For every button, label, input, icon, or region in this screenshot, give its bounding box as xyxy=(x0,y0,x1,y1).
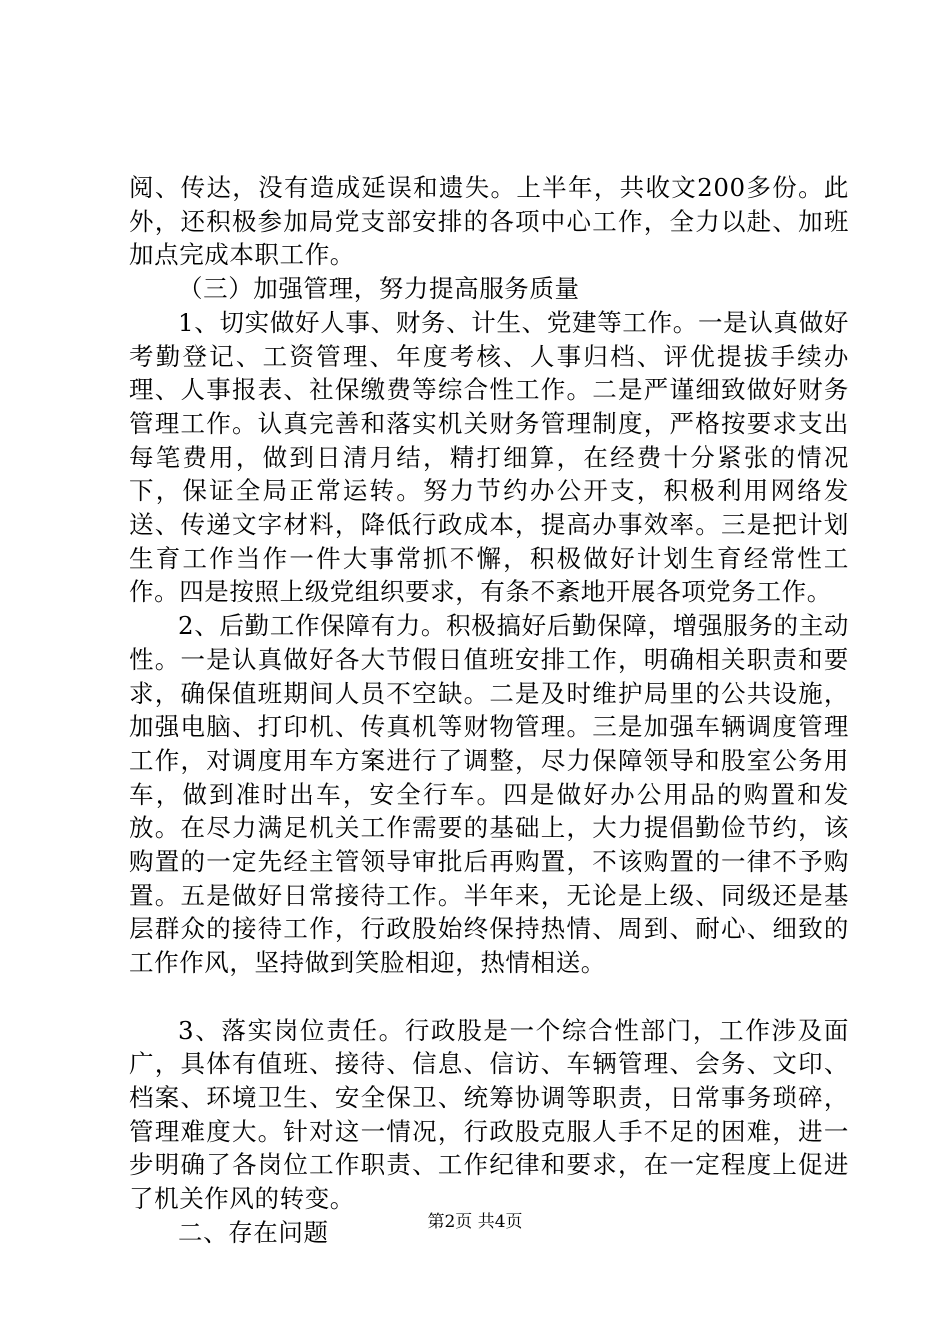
page-footer: 第2页 共4页 xyxy=(427,1212,523,1232)
paragraph-logistics: 2、后勤工作保障有力。积极搞好后勤保障，增强服务的主动性。一是认真做好各大节假日值班安排工作，明确相关职责和要求，确保值班期间人员不空缺。二是及时维护局里的公共设施，加强电脑、打印机、传真机等财物管理。三是加强车辆调度管理工作，对调度用车方案进行了调整，尽力保障领导和股室公务用车，做到准时出车，安全行车。四是做好办公用品的购置和发放。在尽力满足机关工作需要的基础上，大力提倡勤俭节约，该购置的一定先经主管领导审批后再购置，不该购置的一律不予购置。五是做好日常接待工作。半年来，无论是上级、同级还是基层群众的接待工作，行政股始终保持热情、周到、耐心、细致的工作作风，坚持做到笑脸相迎，热情相送。 xyxy=(129,611,849,978)
section-heading-strengthen-management: （三）加强管理，努力提高服务质量 xyxy=(178,274,580,304)
paragraph-spacer xyxy=(129,980,849,1014)
paragraph-continuation: 阅、传达，没有造成延误和遗失。上半年，共收文200多份。此外，还积极参加局党支部安排的各项中心工作，全力以赴、加班加点完成本职工作。 xyxy=(129,173,849,270)
document-body xyxy=(129,171,849,1249)
paragraph-personnel-finance: 1、切实做好人事、财务、计生、党建等工作。一是认真做好考勤登记、工资管理、年度考核、人事归档、评优提拔手续办理、人事报表、社保缴费等综合性工作。二是严谨细致做好财务管理工作。认真完善和落实机关财务管理制度，严格按要求支出每笔费用，做到日清月结，精打细算，在经费十分紧张的情况下，保证全局正常运转。努力节约办公开支，积极利用网络发送、传递文字材料，降低行政成本，提高办事效率。三是把计划生育工作当作一件大事常抓不懈，积极做好计划生育经常性工作。四是按照上级党组织要求，有条不紊地开展各项党务工作。 xyxy=(129,307,849,607)
paragraph-post-responsibility: 3、落实岗位责任。行政股是一个综合性部门，工作涉及面广，具体有值班、接待、信息、信访、车辆管理、会务、文印、档案、环境卫生、安全保卫、统筹协调等职责，日常事务琐碎，管理难度大。针对这一情况，行政股克服人手不足的困难，进一步明确了各岗位工作职责、工作纪律和要求，在一定程度上促进了机关作风的转变。 xyxy=(129,1015,849,1214)
section-heading-existing-problems: 二、存在问题 xyxy=(178,1217,329,1247)
